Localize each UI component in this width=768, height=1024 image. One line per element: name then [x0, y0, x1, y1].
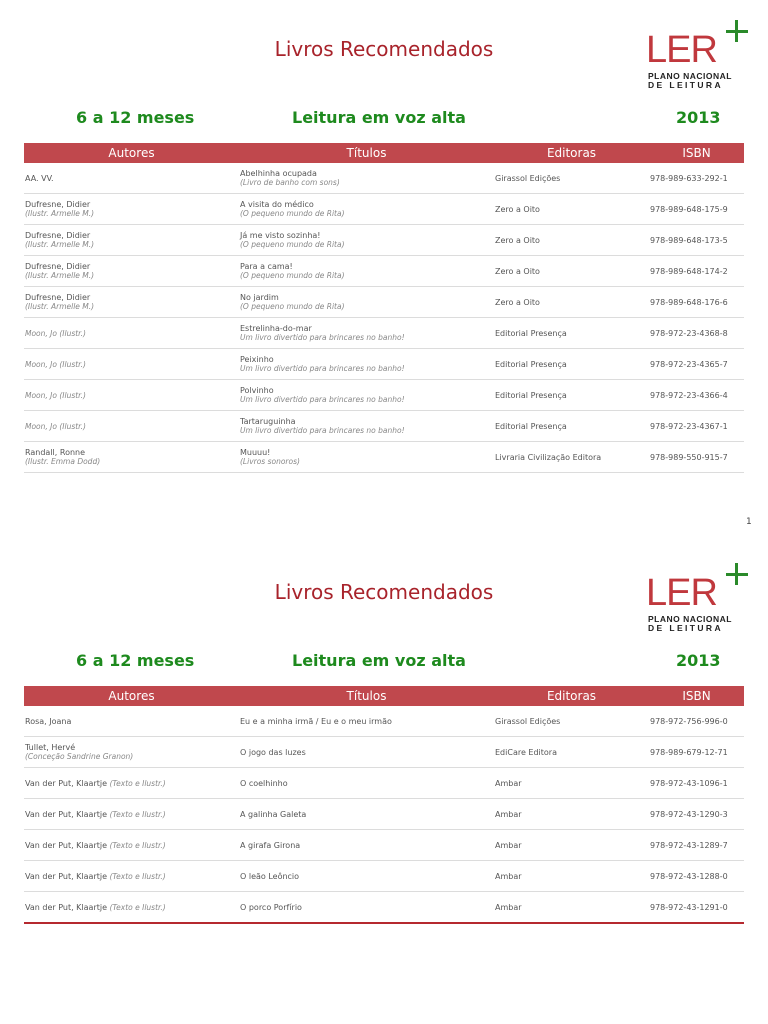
title-cell [239, 318, 494, 349]
title-cell [239, 256, 494, 287]
book-title: O jogo das luzes [240, 747, 306, 757]
author-note: (Texto e Ilustr.) [109, 778, 166, 788]
title-cell [239, 163, 494, 194]
author-note: (Conceção Sandrine Granon) [25, 752, 134, 761]
author-name: Dufresne, Didier [25, 200, 91, 209]
book-title: Eu e a minha irmã / Eu e o meu irmão [240, 716, 392, 726]
header-isbn: ISBN [649, 143, 744, 163]
year: 2013 [676, 651, 721, 670]
header-publishers: Editoras [494, 143, 649, 163]
title-note: (O pequeno mundo de Rita) [240, 240, 345, 249]
logo-line-1: PLANO NACIONAL [648, 71, 732, 81]
isbn-cell: 978-972-43-1289-7 [649, 830, 744, 861]
isbn-cell: 978-972-23-4368-8 [649, 318, 744, 349]
plus-icon-vertical [735, 20, 738, 42]
publisher-cell: Livraria Civilização Editora [494, 442, 649, 473]
book-title: A girafa Girona [240, 840, 301, 850]
author-name: Van der Put, Klaartje [25, 871, 108, 881]
book-title: Muuuu! [240, 448, 271, 457]
book-title: Estrelinha-do-mar [240, 324, 312, 333]
author-note: (Texto e Ilustr.) [109, 809, 166, 819]
book-title: Para a cama! [240, 262, 293, 271]
header-isbn: ISBN [649, 686, 744, 706]
author-cell [24, 706, 239, 737]
category: Leitura em voz alta [292, 108, 466, 127]
book-title: A galinha Galeta [240, 809, 307, 819]
table-row [24, 799, 744, 830]
title-note: (Livros sonoros) [240, 457, 300, 466]
title-note: Um livro divertido para brincares no banho! [240, 395, 405, 404]
logo-mark: LER [646, 572, 717, 614]
logo-mark: LER [646, 29, 717, 71]
publisher-cell: Zero a Oito [494, 287, 649, 318]
author-name: Tullet, Hervé [25, 743, 76, 752]
title-cell [239, 194, 494, 225]
title-note: (O pequeno mundo de Rita) [240, 209, 345, 218]
author-cell [24, 225, 239, 256]
title-cell [239, 737, 494, 768]
publisher-cell: Ambar [494, 799, 649, 830]
table-row [24, 830, 744, 861]
isbn-cell: 978-989-648-175-9 [649, 194, 744, 225]
title-note: (Livro de banho com sons) [240, 178, 340, 187]
title-cell [239, 349, 494, 380]
publisher-cell: Editorial Presença [494, 318, 649, 349]
title-note: Um livro divertido para brincares no banho! [240, 364, 405, 373]
author-note: (Ilustr. Armelle M.) [25, 240, 95, 249]
author-note: Moon, Jo (Ilustr.) [25, 421, 86, 431]
publisher-cell: Zero a Oito [494, 256, 649, 287]
title-note: Um livro divertido para brincares no banho! [240, 333, 405, 342]
author-note: Moon, Jo (Ilustr.) [25, 359, 86, 369]
author-cell [24, 737, 239, 768]
table-row [24, 318, 744, 349]
title-cell [239, 442, 494, 473]
table-row [24, 225, 744, 256]
table-header [24, 143, 744, 163]
author-cell [24, 318, 239, 349]
book-title: Tartaruguinha [240, 417, 296, 426]
header-authors: Autores [24, 143, 239, 163]
book-title: Polvinho [240, 386, 274, 395]
table-row [24, 380, 744, 411]
author-note: (Ilustr. Emma Dodd) [25, 457, 101, 466]
table-row [24, 442, 744, 473]
author-name: Dufresne, Didier [25, 262, 91, 271]
ler-logo [646, 15, 756, 95]
author-name: Van der Put, Klaartje [25, 778, 108, 788]
book-title: O coelhinho [240, 778, 288, 788]
table-row [24, 861, 744, 892]
author-name: Randall, Ronne [25, 448, 86, 457]
logo-line-2: DE LEITURA [648, 623, 723, 633]
author-cell [24, 830, 239, 861]
plus-icon-vertical [735, 563, 738, 585]
publisher-cell: Ambar [494, 861, 649, 892]
page-number: 1 [746, 517, 752, 527]
ler-logo [646, 558, 756, 638]
header-publishers: Editoras [494, 686, 649, 706]
header-authors: Autores [24, 686, 239, 706]
table-row [24, 411, 744, 442]
author-cell [24, 411, 239, 442]
publisher-cell: Editorial Presença [494, 349, 649, 380]
author-name: Rosa, Joana [25, 716, 72, 726]
author-name: Van der Put, Klaartje [25, 840, 108, 850]
table-row [24, 737, 744, 768]
book-title: O porco Porfírio [240, 902, 302, 912]
publisher-cell: Editorial Presença [494, 411, 649, 442]
table-row [24, 163, 744, 194]
publisher-cell: EdiCare Editora [494, 737, 649, 768]
isbn-cell: 978-989-648-174-2 [649, 256, 744, 287]
title-cell [239, 768, 494, 799]
table-row [24, 892, 744, 924]
author-note: Moon, Jo (Ilustr.) [25, 328, 86, 338]
page-title: Livros Recomendados [274, 37, 494, 61]
table-row [24, 194, 744, 225]
author-note: (Ilustr. Armelle M.) [25, 271, 95, 280]
year: 2013 [676, 108, 721, 127]
author-name: Van der Put, Klaartje [25, 902, 108, 912]
title-cell [239, 225, 494, 256]
category: Leitura em voz alta [292, 651, 466, 670]
author-note: (Texto e Ilustr.) [109, 902, 166, 912]
title-cell [239, 380, 494, 411]
title-cell [239, 706, 494, 737]
title-cell [239, 287, 494, 318]
isbn-cell: 978-972-756-996-0 [649, 706, 744, 737]
isbn-cell: 978-972-43-1291-0 [649, 892, 744, 924]
publisher-cell: Girassol Edições [494, 706, 649, 737]
author-note: Moon, Jo (Ilustr.) [25, 390, 86, 400]
isbn-cell: 978-989-648-173-5 [649, 225, 744, 256]
isbn-cell: 978-972-23-4367-1 [649, 411, 744, 442]
title-cell [239, 411, 494, 442]
author-cell [24, 380, 239, 411]
isbn-cell: 978-989-679-12-71 [649, 737, 744, 768]
table-header [24, 686, 744, 706]
title-cell [239, 799, 494, 830]
age-range: 6 a 12 meses [76, 108, 195, 127]
table-row [24, 768, 744, 799]
book-title: Peixinho [240, 355, 274, 364]
header-titles: Títulos [239, 143, 494, 163]
publisher-cell: Zero a Oito [494, 194, 649, 225]
isbn-cell: 978-972-23-4365-7 [649, 349, 744, 380]
author-cell [24, 256, 239, 287]
author-name: Van der Put, Klaartje [25, 809, 108, 819]
books-table [24, 143, 744, 473]
book-title: No jardim [240, 293, 279, 302]
book-title: Abelhinha ocupada [240, 169, 317, 178]
table-row [24, 706, 744, 737]
isbn-cell: 978-972-23-4366-4 [649, 380, 744, 411]
logo-line-2: DE LEITURA [648, 80, 723, 90]
isbn-cell: 978-989-633-292-1 [649, 163, 744, 194]
publisher-cell: Ambar [494, 768, 649, 799]
books-table [24, 686, 744, 924]
isbn-cell: 978-989-648-176-6 [649, 287, 744, 318]
book-title: A visita do médico [240, 200, 314, 209]
author-cell [24, 442, 239, 473]
author-name: Dufresne, Didier [25, 231, 91, 240]
table-row [24, 256, 744, 287]
author-name: AA. VV. [25, 173, 54, 183]
publisher-cell: Editorial Presença [494, 380, 649, 411]
author-cell [24, 194, 239, 225]
author-cell [24, 163, 239, 194]
header-titles: Títulos [239, 686, 494, 706]
isbn-cell: 978-972-43-1288-0 [649, 861, 744, 892]
table-row [24, 287, 744, 318]
isbn-cell: 978-972-43-1096-1 [649, 768, 744, 799]
book-title: Já me visto sozinha! [240, 231, 321, 240]
title-note: Um livro divertido para brincares no banho! [240, 426, 405, 435]
title-note: (O pequeno mundo de Rita) [240, 302, 345, 311]
author-cell [24, 768, 239, 799]
author-note: (Texto e Ilustr.) [109, 871, 166, 881]
age-range: 6 a 12 meses [76, 651, 195, 670]
isbn-cell: 978-972-43-1290-3 [649, 799, 744, 830]
publisher-cell: Zero a Oito [494, 225, 649, 256]
book-title: O leão Leôncio [240, 871, 300, 881]
title-cell [239, 892, 494, 924]
author-note: (Texto e Ilustr.) [109, 840, 166, 850]
author-cell [24, 861, 239, 892]
author-name: Dufresne, Didier [25, 293, 91, 302]
author-cell [24, 799, 239, 830]
author-note: (Ilustr. Armelle M.) [25, 209, 95, 218]
publisher-cell: Ambar [494, 830, 649, 861]
table-row [24, 349, 744, 380]
title-note: (O pequeno mundo de Rita) [240, 271, 345, 280]
isbn-cell: 978-989-550-915-7 [649, 442, 744, 473]
author-cell [24, 287, 239, 318]
publisher-cell: Girassol Edições [494, 163, 649, 194]
author-note: (Ilustr. Armelle M.) [25, 302, 95, 311]
page-title: Livros Recomendados [274, 580, 494, 604]
logo-line-1: PLANO NACIONAL [648, 614, 732, 624]
title-cell [239, 830, 494, 861]
author-cell [24, 349, 239, 380]
publisher-cell: Ambar [494, 892, 649, 924]
title-cell [239, 861, 494, 892]
author-cell [24, 892, 239, 924]
